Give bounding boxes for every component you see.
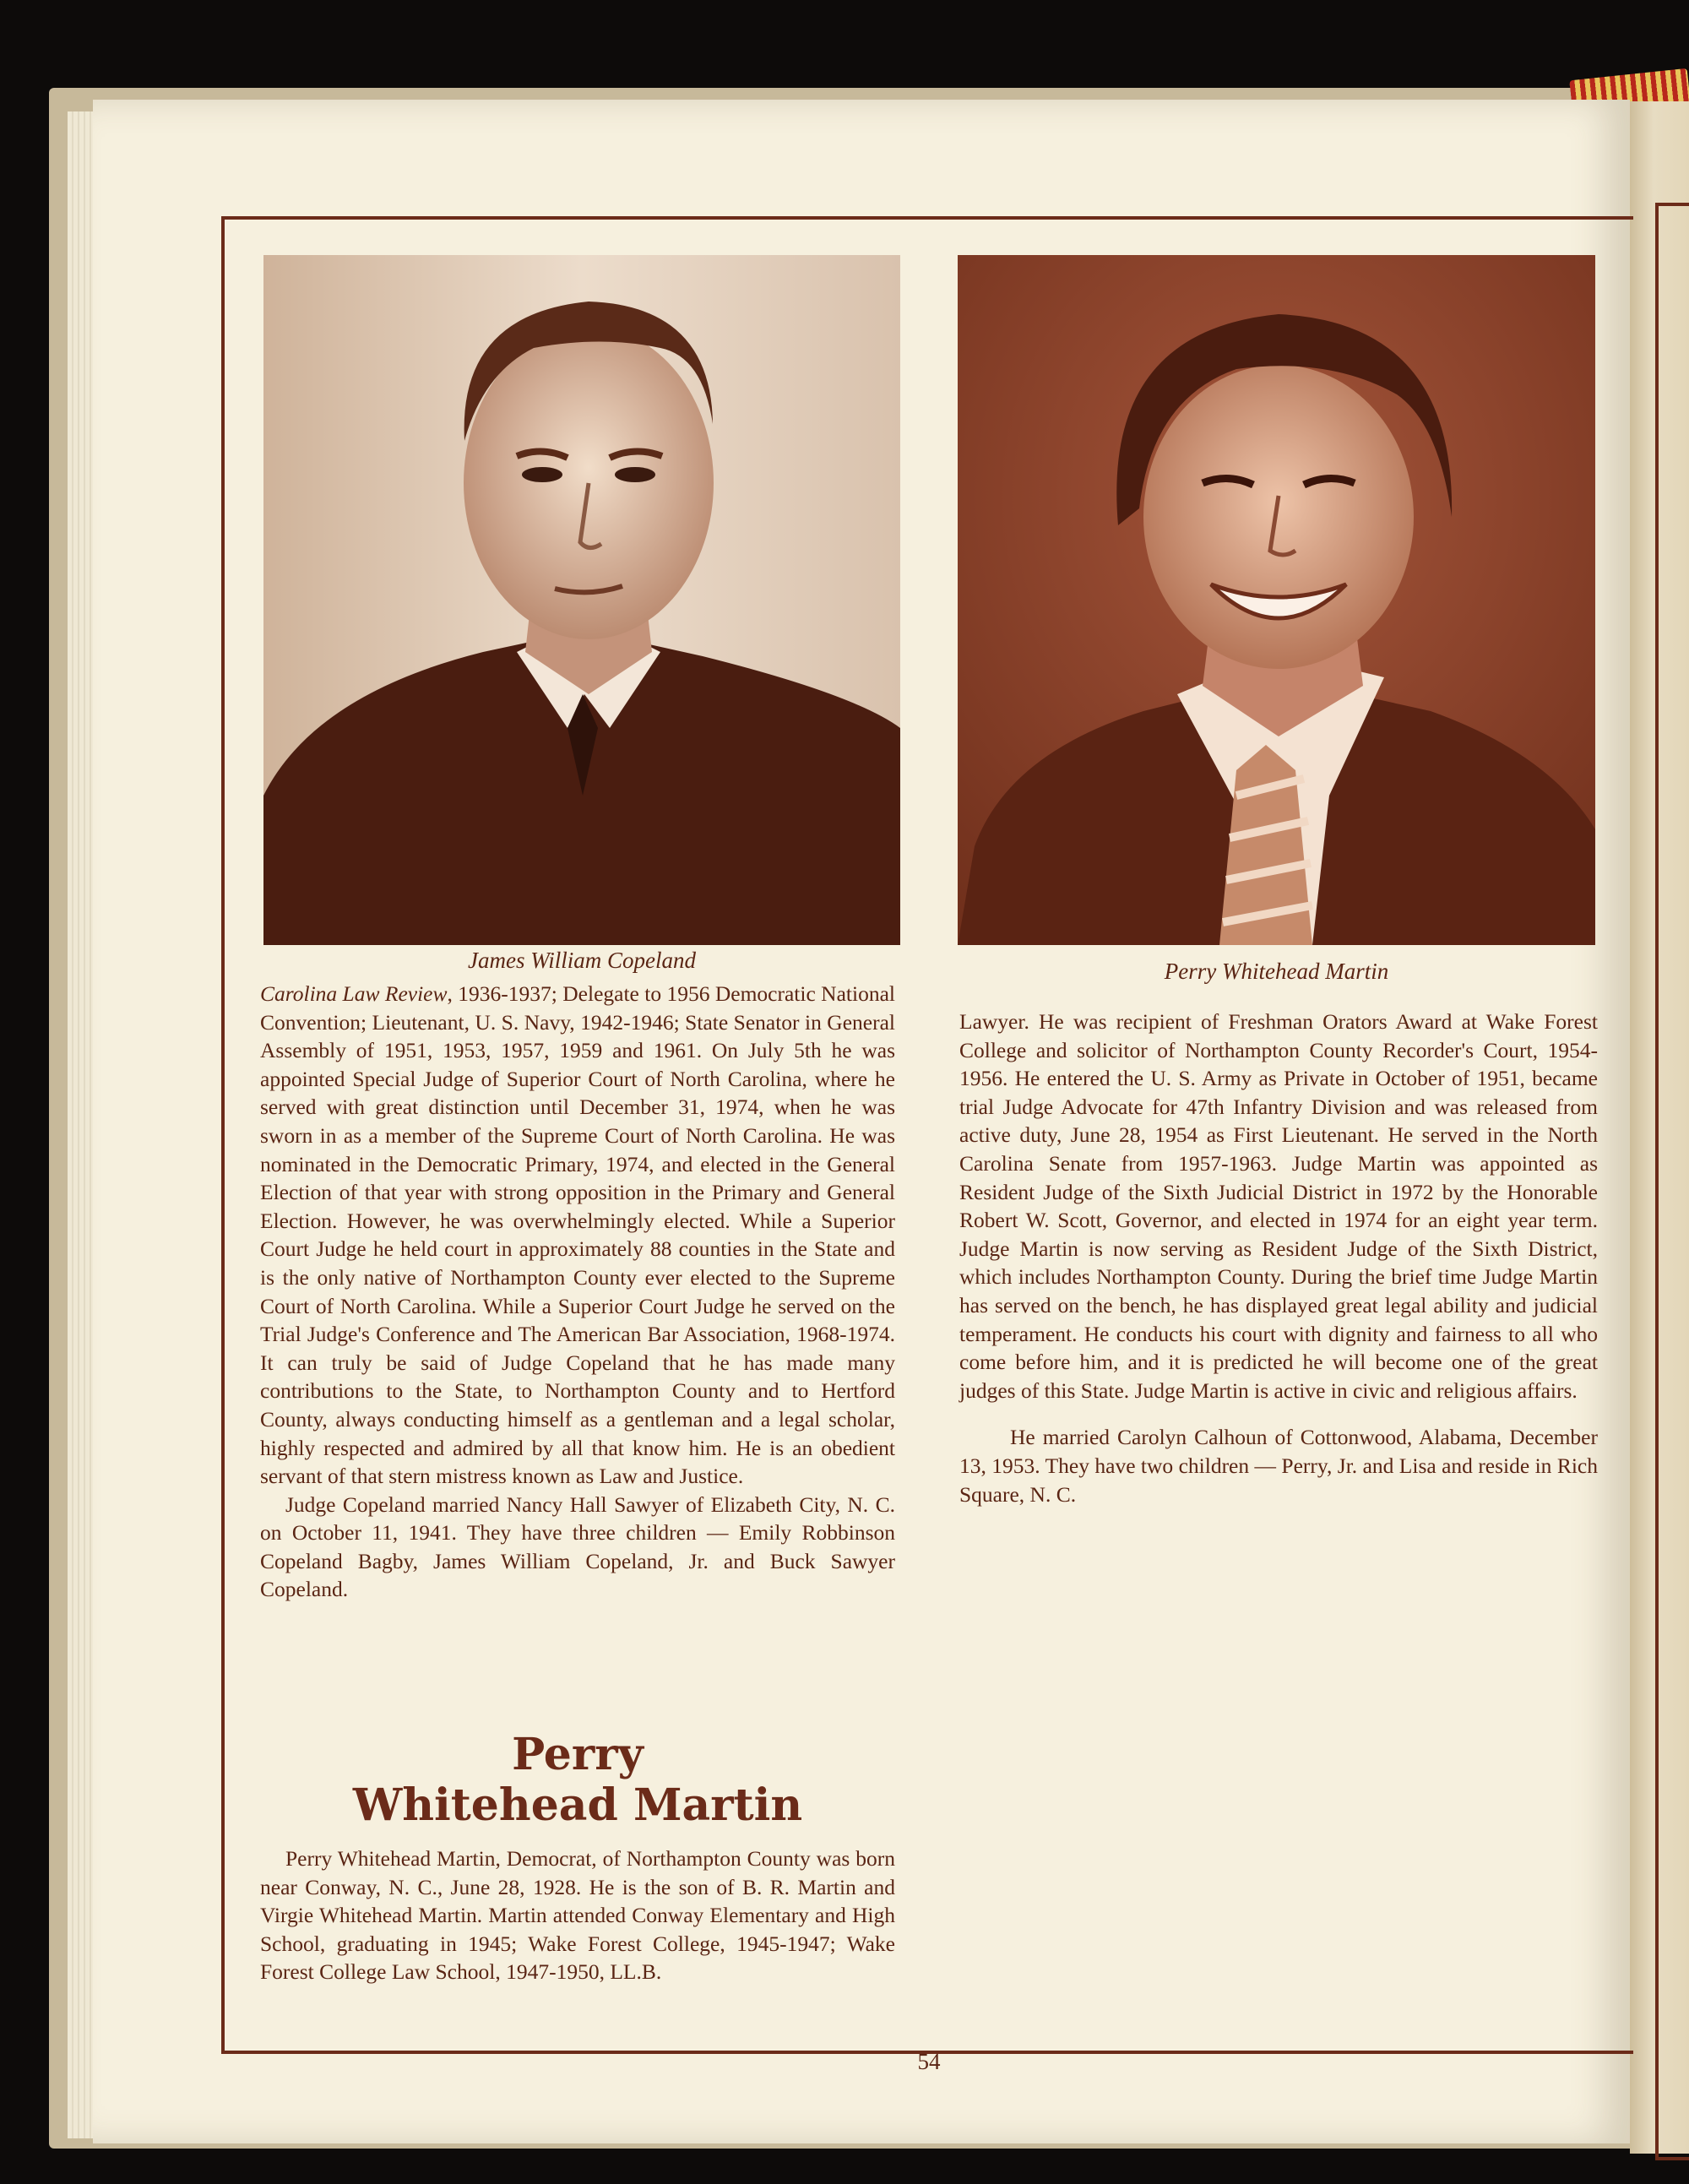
heading-line-1: Perry	[512, 1729, 644, 1780]
right-column-text	[959, 1008, 1598, 1508]
martin-intro-text	[260, 1844, 895, 1986]
photo-caption-copeland: James William Copeland	[468, 948, 696, 973]
page-number: 54	[917, 2049, 941, 2074]
left-column-text	[260, 980, 895, 1604]
martin-family-paragraph: He married Carolyn Calhoun of Cottonwood, Alabama, December 13, 1953. They have two children — Perry, Jr. and Lisa and reside in Rich Square, N. C.	[959, 1425, 1598, 1507]
martin-biography-paragraph: Lawyer. He was recipient of Freshman Orators Award at Wake Forest College and solicitor of Northampton County Recorder's Court, 1954-1956. He entered the U. S. Army as Private in October of 1951, became trial Judge Advocate for 47th Infantry Division and was released from active duty, June 28, 1954 as First Lieutenant. He served in the North Carolina Senate from 1957-1963. Judge Martin was appointed as Resident Judge of the Sixth Judicial District in 1972 by the Honorable Robert W. Scott, Governor, and elected in 1974 for an eight year term. Judge Martin is now serving as Resident Judge of the Sixth District, which includes Northampton County. During the brief time Judge Martin has served on the bench, he has displayed great legal ability and judicial temperament. He conducts his court with dignity and fairness to all who come before him, and it is predicted he will become one of the great judges of this State. Judge Martin is active in civic and religious affairs.	[959, 1009, 1598, 1403]
portrait-photo-martin	[958, 255, 1595, 945]
heading-line-2: Whitehead Martin	[352, 1779, 803, 1831]
portrait-photo-copeland	[263, 255, 900, 945]
facing-page-border	[1655, 203, 1689, 2160]
section-heading	[260, 1730, 895, 1831]
italic-lead: Carolina Law Review	[260, 981, 448, 1006]
photo-caption-martin: Perry Whitehead Martin	[1164, 959, 1389, 984]
copeland-family-paragraph: Judge Copeland married Nancy Hall Sawyer of Elizabeth City, N. C. on October 11, 1941. They have three children — Emily Robbinson Copeland Bagby, James William Copeland, Jr. and Buck Sawyer Copeland.	[260, 1491, 895, 1602]
martin-intro-paragraph: Perry Whitehead Martin, Democrat, of Northampton County was born near Conway, N. C., June 28, 1928. He is the son of B. R. Martin and Virgie Whitehead Martin. Martin attended Conway Elementary and High School, graduating in 1945; Wake Forest College, 1945-1947; Wake Forest College Law School, 1947-1950, LL.B.	[260, 1846, 895, 1985]
facing-page-edge	[1630, 101, 1689, 2154]
copeland-biography-paragraph	[260, 980, 895, 1491]
paragraph-text: , 1936-1937; Delegate to 1956 Democratic National Convention; Lieutenant, U. S. Navy, 1942-1946; State Senator in General Assembly of 1951, 1953, 1957, 1959 and 1961. On July 5th he was appointed Special Judge of Superior Court of North Carolina, where he served with great distinction until December 31, 1974, when he was sworn in as a member of the Supreme Court of North Carolina. He was nominated in the Democratic Primary, 1974, and elected in the General Election of that year with strong opposition in the Primary and General Election. However, he was overwhelmingly elected. While a Superior Court Judge he held court in approximately 88 counties in the State and is the only native of Northampton County ever elected to the Supreme Court of North Carolina. While a Superior Court Judge he served on the Trial Judge's Conference and The American Bar Association, 1968-1974. It can truly be said of Judge Copeland that he has made many contributions to the State, to Northampton County and to Hertford County, always conducting himself as a gentleman and a legal scholar, highly respected and admired by all that know him. He is an obedient servant of that stern mistress known as Law and Justice.	[260, 981, 895, 1489]
